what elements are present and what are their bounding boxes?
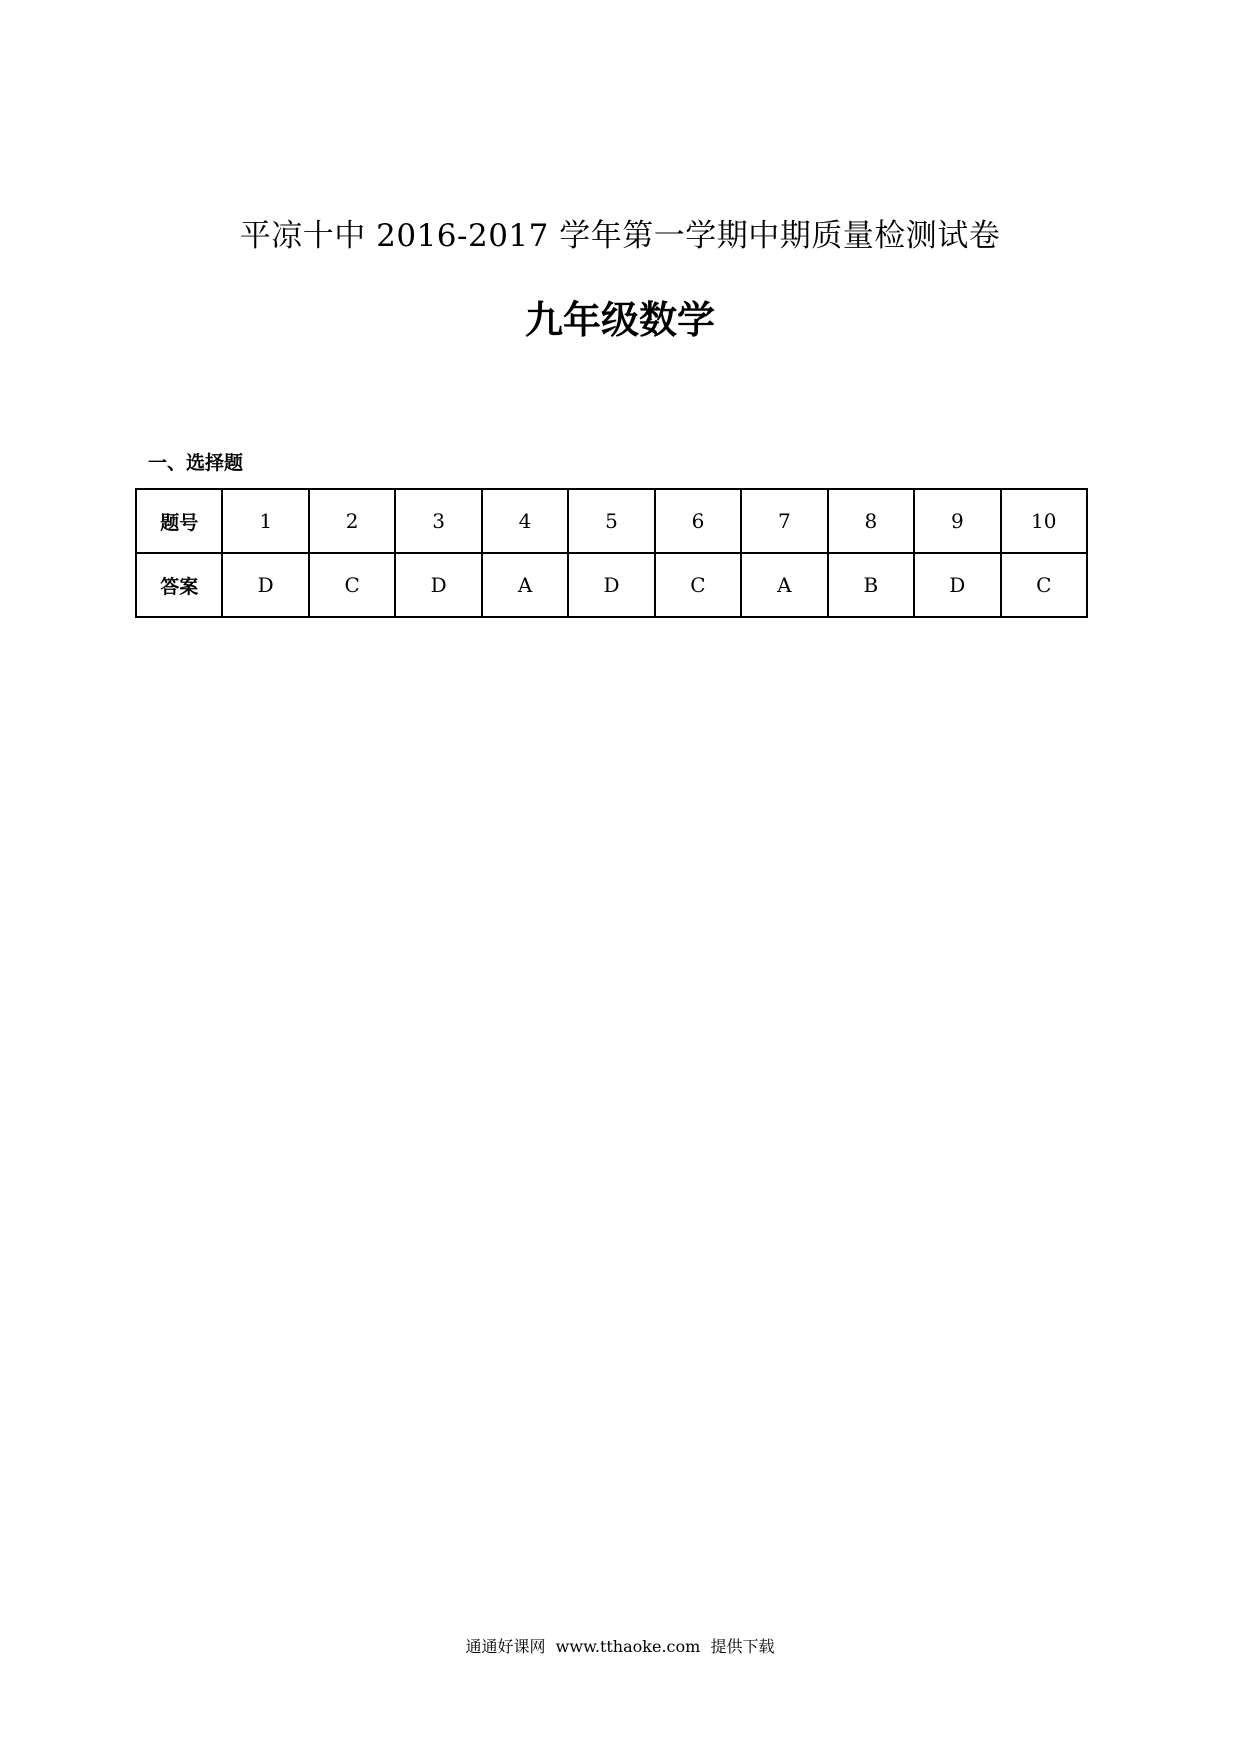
answer-cell: C [309,553,395,617]
answer-cell: D [395,553,481,617]
section-heading: 一、选择题 [148,452,244,474]
answer-cell: A [482,553,568,617]
page-title: 平凉十中 2016-2017 学年第一学期中期质量检测试卷 [239,218,1001,254]
answer-cell: B [828,553,914,617]
row-label-answer: 答案 [136,553,222,617]
answer-row [136,553,1087,617]
question-number-cell: 5 [568,489,654,553]
question-number-cell: 8 [828,489,914,553]
answer-table [135,488,1088,618]
footer-text: 通通好课网 www.tthaoke.com 提供下载 [465,1637,775,1656]
answer-cell: D [568,553,654,617]
question-number-cell: 1 [222,489,308,553]
question-number-cell: 7 [741,489,827,553]
row-label-question-number: 题号 [136,489,222,553]
question-number-cell: 10 [1001,489,1087,553]
answer-cell: C [655,553,741,617]
answer-cell: A [741,553,827,617]
question-number-row [136,489,1087,553]
question-number-cell: 6 [655,489,741,553]
answer-cell: D [914,553,1000,617]
question-number-cell: 3 [395,489,481,553]
subject-title: 九年级数学 [524,298,715,342]
question-number-cell: 4 [482,489,568,553]
answer-cell: C [1001,553,1087,617]
question-number-cell: 9 [914,489,1000,553]
question-number-cell: 2 [309,489,395,553]
answer-cell: D [222,553,308,617]
